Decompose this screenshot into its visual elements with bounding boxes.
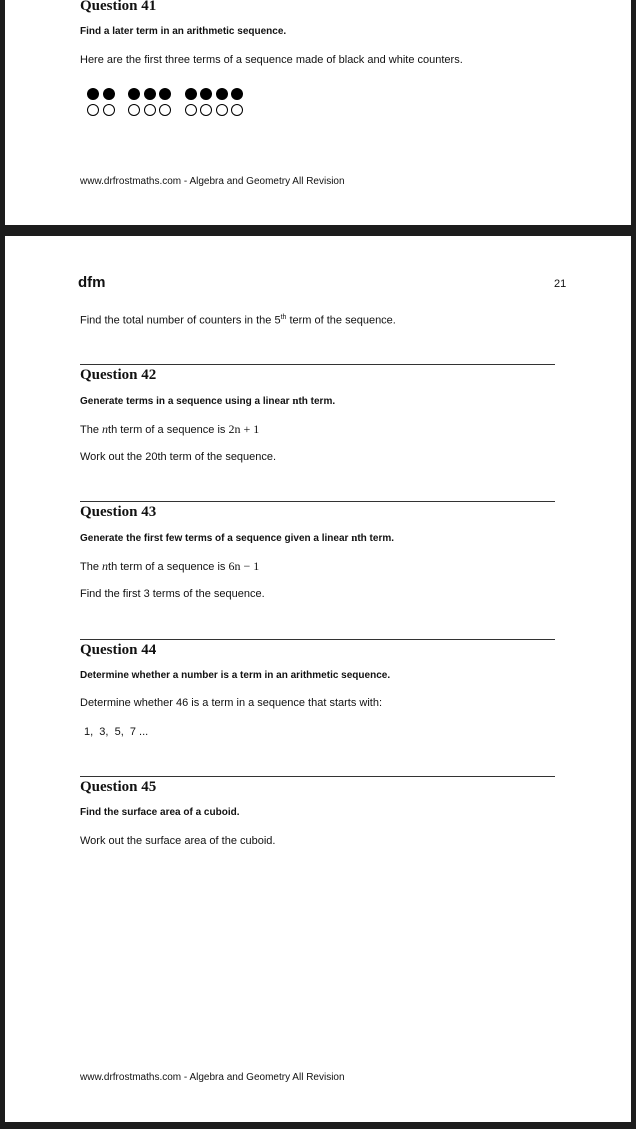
question-43-title: Question 43 — [80, 504, 157, 520]
black-counter — [144, 88, 156, 100]
black-counter — [231, 88, 243, 100]
white-counter — [128, 104, 140, 116]
q42-subtitle-n: n — [292, 395, 299, 407]
divider — [80, 501, 555, 502]
black-counter — [216, 88, 228, 100]
q43-subtitle-after: th term. — [357, 533, 395, 544]
q42-expression: 2n + 1 — [228, 422, 260, 436]
q42-subtitle-text: Generate terms in a sequence using a linear — [80, 396, 293, 407]
worksheet-page-2 — [5, 236, 631, 1122]
question-41-title: Question 41 — [80, 0, 157, 14]
question-44-line-1: Determine whether 46 is a term in a sequence that starts with: — [80, 697, 383, 709]
question-42-line-1 — [80, 422, 259, 437]
black-counter — [87, 88, 99, 100]
question-41-subtitle: Find a later term in an arithmetic sequence. — [80, 26, 287, 37]
q42-line1-n: n — [102, 422, 109, 436]
dfm-header: dfm — [78, 274, 106, 291]
q41-cont-text-after: term of the sequence. — [286, 314, 396, 327]
white-counter — [144, 104, 156, 116]
white-counter — [185, 104, 197, 116]
divider — [80, 364, 555, 365]
q43-line1-n: n — [102, 559, 109, 573]
q43-expression: 6n − 1 — [228, 559, 260, 573]
question-42-subtitle — [80, 395, 335, 407]
counters-diagram — [5, 0, 631, 130]
white-counter — [159, 104, 171, 116]
white-counter — [103, 104, 115, 116]
q43-line1-text: The — [80, 561, 103, 573]
black-counter — [159, 88, 171, 100]
page-1-footer: www.drfrostmaths.com - Algebra and Geometry All Revision — [80, 176, 345, 187]
black-counter — [128, 88, 140, 100]
question-42-line-2: Work out the 20th term of the sequence. — [80, 451, 277, 463]
page-2-footer: www.drfrostmaths.com - Algebra and Geometry All Revision — [80, 1072, 345, 1083]
black-counter — [185, 88, 197, 100]
divider — [80, 639, 555, 640]
question-44-title: Question 44 — [80, 642, 157, 658]
white-counter — [87, 104, 99, 116]
question-42-title: Question 42 — [80, 367, 157, 383]
q42-subtitle-after: th term. — [298, 396, 336, 407]
q42-line1-text: The — [80, 424, 103, 436]
divider — [80, 776, 555, 777]
black-counter — [200, 88, 212, 100]
question-45-line-1: Work out the surface area of the cuboid. — [80, 835, 276, 847]
question-41-text: Here are the first three terms of a sequence made of black and white counters. — [80, 54, 463, 66]
q43-line1-mid: th term of a sequence is — [108, 561, 229, 573]
question-43-line-2: Find the first 3 terms of the sequence. — [80, 588, 265, 600]
page-number: 21 — [554, 278, 567, 290]
question-43-subtitle — [80, 532, 394, 544]
question-41-continued — [80, 314, 396, 327]
question-45-title: Question 45 — [80, 779, 157, 795]
question-43-line-1 — [80, 559, 259, 574]
question-45-subtitle: Find the surface area of a cuboid. — [80, 807, 240, 818]
black-counter — [103, 88, 115, 100]
question-44-subtitle: Determine whether a number is a term in an arithmetic sequence. — [80, 670, 391, 681]
q42-line1-mid: th term of a sequence is — [108, 424, 229, 436]
q43-subtitle-text: Generate the first few terms of a sequence given a linear — [80, 533, 352, 544]
q41-cont-text: Find the total number of counters in the 5 — [80, 314, 281, 327]
white-counter — [200, 104, 212, 116]
q43-subtitle-n: n — [351, 532, 358, 544]
worksheet-page-1 — [5, 0, 631, 225]
question-44-sequence: 1, 3, 5, 7 ... — [84, 726, 149, 738]
white-counter — [231, 104, 243, 116]
white-counter — [216, 104, 228, 116]
q41-cont-sup: th — [280, 314, 287, 321]
